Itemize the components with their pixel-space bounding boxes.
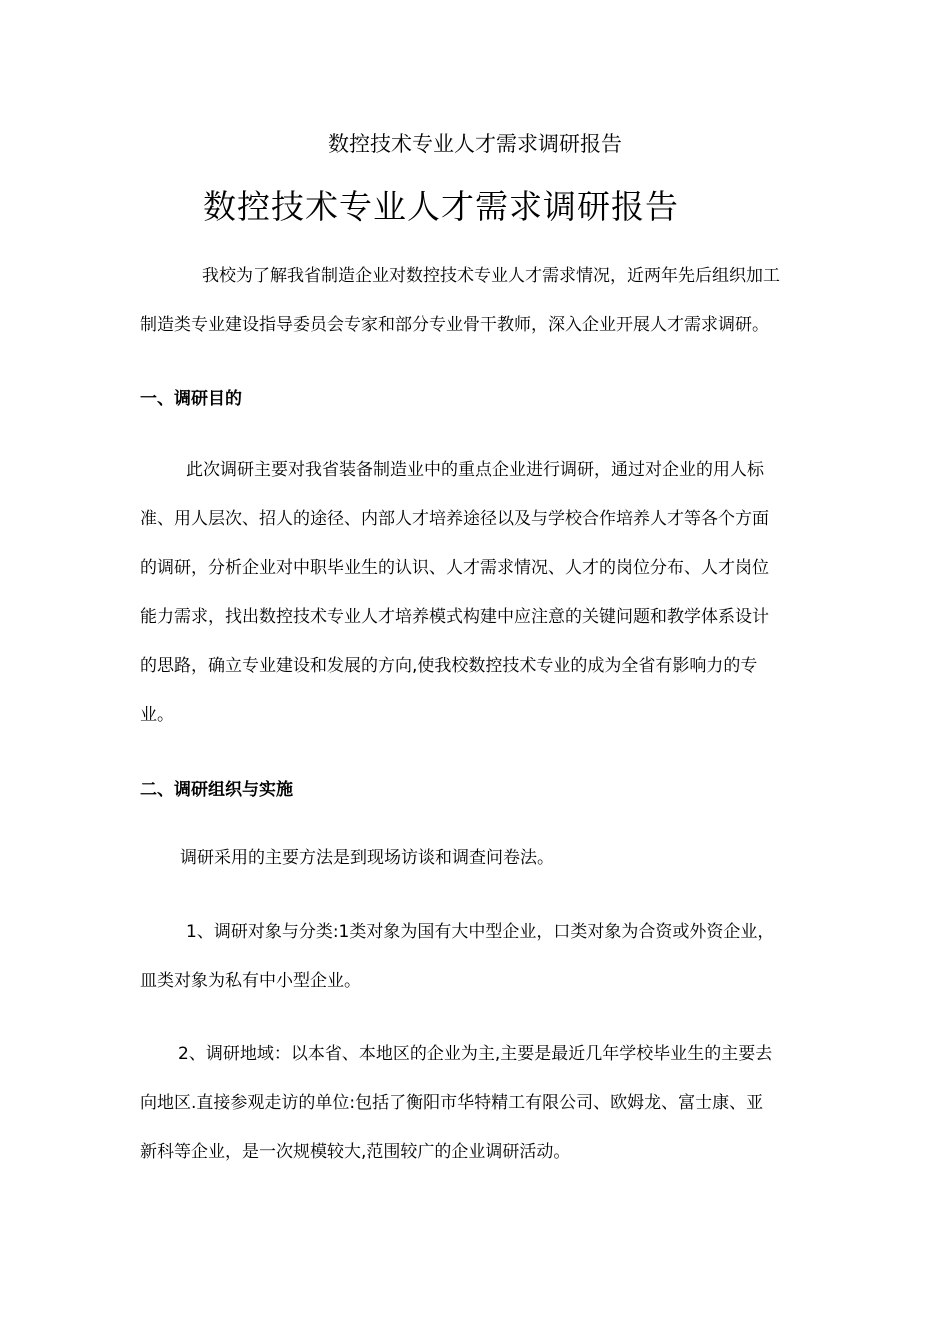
section1-paragraph <box>140 446 840 740</box>
intro-paragraph <box>140 252 840 350</box>
header-title: 数控技术专业人才需求调研报告 <box>328 132 622 156</box>
section1-line-4: 能力需求，找出数控技术专业人才培养模式构建中应注意的关键问题和教学体系设计 <box>140 607 769 627</box>
section1-line-2: 准、用人层次、招人的途径、内部人才培养途径以及与学校合作培养人才等各个方面 <box>140 509 769 529</box>
section2-method-line: 调研采用的主要方法是到现场访谈和调查问卷法。 <box>180 848 554 868</box>
section2-item1-paragraph <box>140 908 840 1006</box>
section2-item2-line-3: 新科等企业，是一次规模较大,范围较广的企业调研活动。 <box>140 1142 571 1162</box>
section2-item2-paragraph <box>140 1030 840 1177</box>
section1-heading: 一、调研目的 <box>140 389 242 409</box>
section2-item1-line-1: 1、调研对象与分类:1类对象为国有大中型企业，口类对象为合资或外资企业， <box>186 922 775 942</box>
section2-heading: 二、调研组织与实施 <box>140 780 293 800</box>
section1-line-6: 业。 <box>140 705 174 725</box>
section1-line-1: 此次调研主要对我省装备制造业中的重点企业进行调研，通过对企业的用人标 <box>186 460 764 480</box>
section2-item1-line-2: 皿类对象为私有中小型企业。 <box>140 971 361 991</box>
section2-method-paragraph <box>140 834 840 883</box>
section1-line-5: 的思路，确立专业建设和发展的方向,使我校数控技术专业的成为全省有影响力的专 <box>140 656 758 676</box>
intro-line-2: 制造类专业建设指导委员会专家和部分专业骨干教师，深入企业开展人才需求调研。 <box>140 315 769 335</box>
section2-item2-line-2: 向地区.直接参观走访的单位:包括了衡阳市华特精工有限公司、欧姆龙、富士康、亚 <box>140 1093 764 1113</box>
section2-item2-line-1: 2、调研地域：以本省、本地区的企业为主,主要是最近几年学校毕业生的主要去 <box>178 1044 773 1064</box>
section1-line-3: 的调研，分析企业对中职毕业生的认识、人才需求情况、人才的岗位分布、人才岗位 <box>140 558 769 578</box>
intro-line-1: 我校为了解我省制造企业对数控技术专业人才需求情况，近两年先后组织加工 <box>202 266 780 286</box>
main-title: 数控技术专业人才需求调研报告 <box>203 187 679 226</box>
